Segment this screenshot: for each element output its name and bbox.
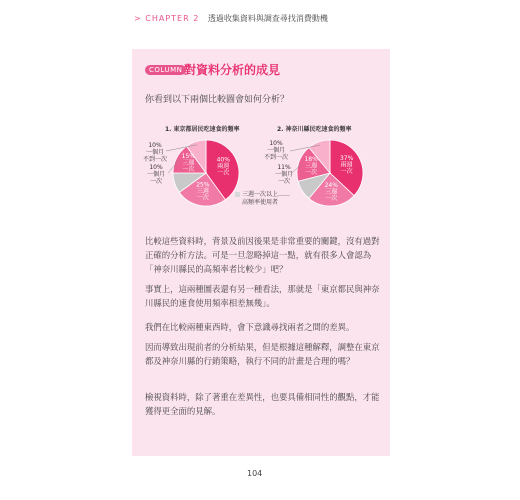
- chart-2-callout-2: 11% 一個月 一次: [275, 164, 294, 185]
- chart-1-callout-1: 10% 一個月 不到一次: [143, 142, 168, 163]
- pie-chart-tokyo: [172, 139, 240, 207]
- paragraph-2: 事實上，這兩種圖表還有另一種看法，那就是「東京都民與神奈川縣民的速食使用頻率相差無幾」。: [145, 284, 380, 308]
- pie-data-label: 15%三週一次: [181, 153, 196, 174]
- page-number: 104: [247, 469, 263, 478]
- paragraph-3: 我們在比較兩種東西時，會下意識尋找兩者之間的差異。: [145, 322, 355, 332]
- column-title: 對資料分析的成見: [184, 63, 281, 77]
- pie-chart-kanagawa: [296, 139, 364, 207]
- pie-data-label: 25%三週一次: [196, 181, 210, 202]
- paragraph-5: 檢視資料時，除了著重在差異性，也要具備相同性的觀點，才能獲得更全面的見解。: [145, 392, 380, 416]
- question-text: 你看到以下兩個比較圖會如何分析？: [145, 95, 290, 105]
- chart-2-title: 2. 神奈川縣民吃速食的頻率: [277, 126, 352, 133]
- paragraph-1: 比較這些資料時，背景及前因後果是非常重要的關鍵，沒有過對正確的分析方法。可是一旦忽略掉這一點，就有很多人會認為「神奈川縣民的高頻率者比較少」吧？: [145, 236, 380, 274]
- chart-1-callout-2: 10% 一個月 一次: [147, 164, 166, 185]
- chart-legend: [235, 191, 290, 207]
- legend-swatch: [235, 192, 240, 197]
- chapter-title: 透過收集資料與調查尋找消費動機: [207, 14, 328, 23]
- chapter-header: [134, 13, 328, 24]
- pie-data-label: 37%兩週一次: [339, 154, 354, 175]
- pie-data-label: 24%三週一次: [324, 181, 338, 202]
- legend-line-2: 高頻率使用者: [242, 199, 279, 206]
- chart-2-callout-1: 10% 一個月 不到一次: [264, 140, 289, 161]
- pie-data-label: 40%兩週一次: [216, 156, 230, 177]
- legend-line-1: 三週一次以上……: [242, 191, 291, 198]
- chapter-label: > CHAPTER 2: [134, 14, 200, 23]
- chart-1-title: 1. 東京都居民吃速食的頻率: [165, 126, 240, 133]
- column-badge: COLUMN: [145, 65, 186, 75]
- pie-data-label: 18%三週一次: [304, 155, 318, 176]
- paragraph-4: 因而導致出現前者的分析結果，但是根據這種解釋，調整在東京都及神奈川縣的行銷策略，執行不同的計畫是合理的嗎？: [145, 342, 380, 366]
